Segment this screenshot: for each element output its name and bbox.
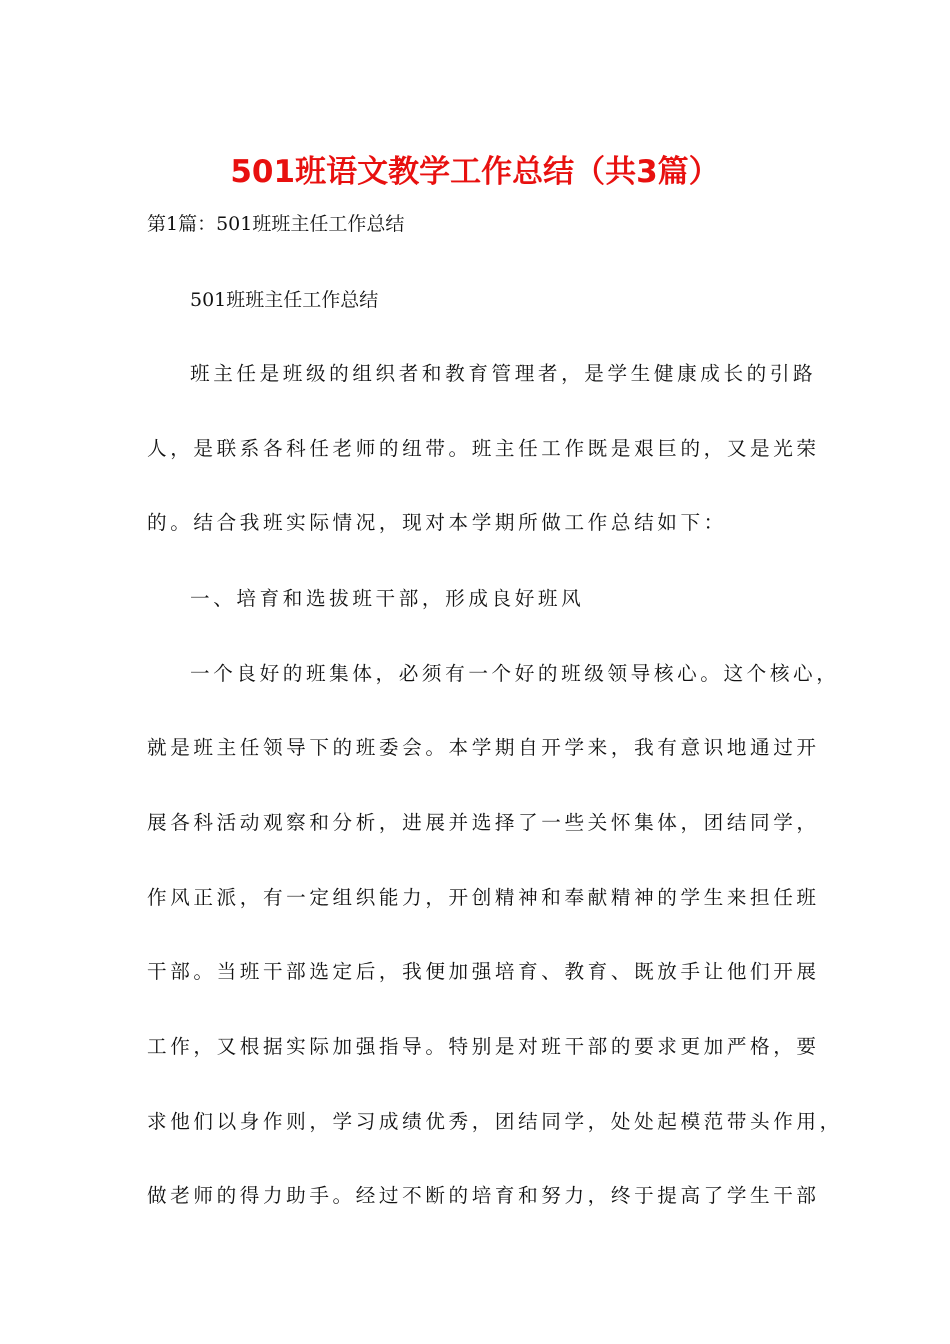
paragraph-line: 人，是联系各科任老师的纽带。班主任工作既是艰巨的，又是光荣 bbox=[147, 437, 820, 460]
paragraph-line: 班主任是班级的组织者和教育管理者，是学生健康成长的引路 bbox=[190, 362, 817, 385]
paragraph-line: 作风正派，有一定组织能力，开创精神和奉献精神的学生来担任班 bbox=[147, 886, 820, 909]
paragraph-line: 做老师的得力助手。经过不断的培育和努力，终于提高了学生干部 bbox=[147, 1184, 820, 1207]
paragraph-line: 一个良好的班集体，必须有一个好的班级领导核心。这个核心， bbox=[190, 662, 840, 685]
paragraph-line: 工作，又根据实际加强指导。特别是对班干部的要求更加严格，要 bbox=[147, 1035, 820, 1058]
paragraph-line: 干部。当班干部选定后，我便加强培育、教育、既放手让他们开展 bbox=[147, 960, 820, 983]
document-title: 501班语文教学工作总结（共3篇） bbox=[230, 154, 720, 190]
paragraph-line: 的。结合我班实际情况，现对本学期所做工作总结如下： bbox=[147, 511, 727, 534]
paragraph-line: 求他们以身作则，学习成绩优秀，团结同学，处处起模范带头作用， bbox=[147, 1110, 843, 1133]
paragraph-line: 就是班主任领导下的班委会。本学期自开学来，我有意识地通过开 bbox=[147, 736, 820, 759]
paragraph-line: 展各科活动观察和分析，进展并选择了一些关怀集体，团结同学， bbox=[147, 811, 820, 834]
section-title: 501班班主任工作总结 bbox=[190, 289, 379, 311]
chapter-heading: 第1篇：501班班主任工作总结 bbox=[147, 213, 405, 235]
section-heading: 一、培育和选拔班干部，形成良好班风 bbox=[190, 587, 585, 610]
